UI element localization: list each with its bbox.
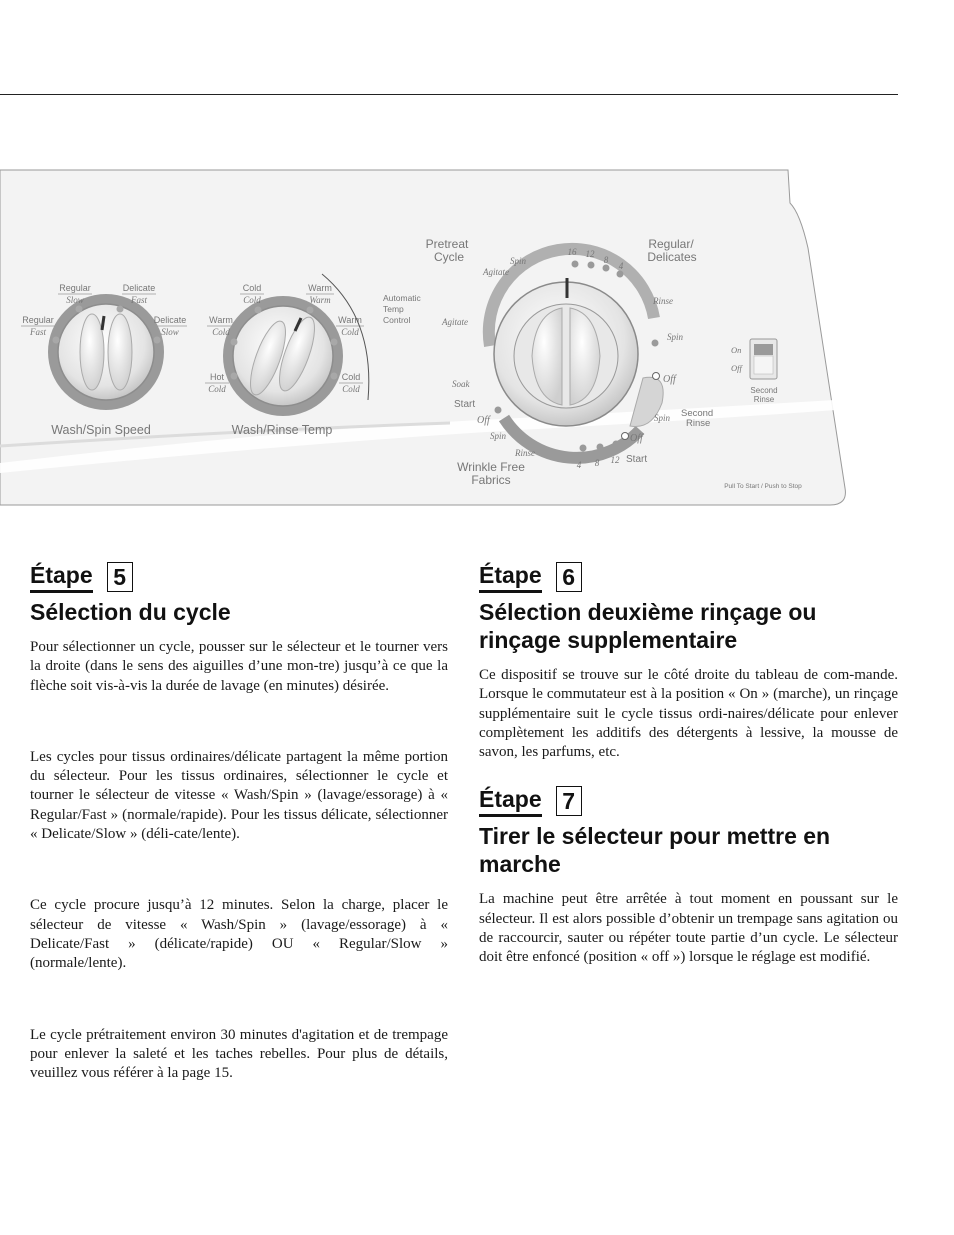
second-rinse-label-line1: Second	[681, 408, 714, 419]
dial1-right-sublabel: Slow	[161, 327, 179, 337]
knob-grip	[80, 314, 104, 390]
step5-paragraph-1: Pour sélectionner un cycle, pousser sur le sélecteur et le tourner vers la droite (dans le sens des aiguilles d’une mon-tre) jusqu’à ce que la flèche soit vis-à-vis la durée de lavage (en minutes) désirée.	[30, 639, 448, 694]
dial2-bottom-right-sublabel: Cold	[342, 384, 360, 394]
regular-off-label: Off	[663, 374, 676, 385]
second-rinse-switch[interactable]	[750, 339, 777, 379]
dial2-top-right-sublabel: Warm	[309, 295, 331, 305]
dial1-left-label: Regular	[22, 315, 54, 325]
step6-paragraph: Ce dispositif se trouve sur le côté droite du tableau de com-mande. Lorsque le commutateur est à la position « On » (marche), un rinçage supplémentaire suit le cycle tissus ordi-naires/délicate pour enlever complètement les additifs des détergents à lessive, la mousse de savon, les parfums, etc.	[479, 667, 898, 761]
dial2-top-left-label: Cold	[242, 283, 262, 293]
step6-word: Étape	[479, 562, 542, 593]
top-time-12: 12	[585, 249, 595, 259]
second-rinse-spin-label: Spin	[654, 413, 671, 423]
start-label: Start	[454, 399, 476, 410]
step5-paragraph-4: Le cycle prétraitement environ 30 minutes d'agitation et de trempage pour enlever la saleté et les taches rebelles. Pour plus de détails, veuillez vous référer à la page 15.	[30, 1026, 448, 1082]
regular-delicates-label-line2: Delicates	[647, 250, 697, 264]
pretreat-label-line1: Pretreat	[425, 237, 469, 251]
pretreat-label-line2: Cycle	[433, 250, 465, 264]
top-time-16: 16	[567, 247, 577, 257]
step5-word: Étape	[30, 562, 93, 593]
switch-label-line2: Rinse	[753, 395, 775, 404]
step6-header	[479, 560, 898, 594]
step7-paragraph: La machine peut être arrêtée à tout moment en poussant sur le sélecteur. Il est alors possible d’obtenir un trempage sans agitation ou de raccourcir, sauter ou répéter toute partie d’un cycle. Le sélecteur doit être enfoncé (position « off ») lorsque le réglage est modifié.	[479, 891, 898, 966]
top-time-4: 4	[618, 261, 624, 271]
control-panel-illustration	[0, 168, 954, 513]
regular-rinse-label: Rinse	[653, 296, 673, 306]
step5-number: 5	[107, 562, 133, 592]
auto-temp-line3: Control	[383, 315, 411, 325]
knob-grip	[108, 314, 132, 390]
dial3-off-ring	[622, 433, 629, 440]
dial2-mid-left-label: Warm	[209, 315, 233, 325]
top-time-8: 8	[603, 255, 609, 265]
auto-temp-line1: Automatic	[383, 293, 421, 303]
dial1-top-left-sublabel: Slow	[66, 295, 84, 305]
wash-spin-speed-dial[interactable]	[48, 294, 164, 410]
step7-title: Tirer le sélecteur pour mettre en marche	[479, 823, 831, 878]
dial2-mid-right-sublabel: Cold	[341, 327, 359, 337]
wrinkle-rinse-label: Rinse	[515, 448, 535, 458]
dial2-bottom-right-label: Cold	[341, 372, 361, 382]
wrinkle-spin-label: Spin	[490, 431, 507, 441]
switch-off-label: Off	[731, 363, 742, 373]
pretreat-spin-label: Spin	[510, 256, 527, 266]
step7-word: Étape	[479, 786, 542, 817]
dial2-mid-left-sublabel: Cold	[212, 327, 230, 337]
wash-rinse-temp-dial[interactable]	[223, 296, 343, 416]
bottom-time-8: 8	[594, 458, 600, 468]
dial1-label: Wash/Spin Speed	[51, 423, 151, 437]
dial1-left-sublabel: Fast	[29, 327, 47, 337]
pretreat-agitate-top-label: Agitate	[483, 267, 509, 277]
dial3-off-ring	[653, 373, 660, 380]
step7-number: 7	[556, 786, 582, 816]
knob-pointer	[102, 316, 104, 330]
dial1-right-label: Delicate	[153, 315, 187, 325]
step6-number: 6	[556, 562, 582, 592]
pull-to-start-note: Pull To Start / Push to Stop	[724, 483, 802, 490]
step5-paragraph-3: Ce cycle procure jusqu’à 12 minutes. Selon la charge, placer le sélecteur de vitesse « Wash/Spin » (lavage/essorage) à « Delicate/Fast » (délicate/rapide) OU « Regular/Slow » (normale/lente).	[30, 897, 448, 972]
off-label: Off	[477, 415, 490, 426]
step6-title: Sélection deuxième rinçage ou rinçage supplementaire	[479, 599, 817, 653]
second-rinse-off-label: Off	[630, 433, 643, 444]
regular-spin-label: Spin	[667, 332, 684, 342]
dial2-mid-right-label: Warm	[338, 315, 362, 325]
soak-label: Soak	[452, 379, 470, 389]
pretreat-agitate-label: Agitate	[442, 317, 468, 327]
dial1-top-right-sublabel: Fast	[130, 295, 148, 305]
switch-label-line1: Second	[750, 386, 778, 395]
dial2-bottom-left-sublabel: Cold	[208, 384, 226, 394]
bottom-time-12: 12	[610, 455, 620, 465]
dial1-top-right-label: Delicate	[122, 283, 156, 293]
auto-temp-line2: Temp	[383, 304, 404, 314]
bottom-time-4: 4	[576, 460, 582, 470]
wrinkle-free-label-line1: Wrinkle Free	[457, 460, 525, 474]
dial1-top-left-label: Regular	[59, 283, 91, 293]
step7-header	[479, 784, 898, 818]
step5-header	[30, 560, 448, 594]
header-rule	[0, 94, 898, 95]
steps-6-7-section	[479, 560, 898, 968]
dial2-top-left-sublabel: Cold	[243, 295, 261, 305]
bottom-start-label: Start	[626, 454, 648, 465]
wrinkle-free-label-line2: Fabrics	[471, 473, 511, 487]
step5-paragraph-2: Les cycles pour tissus ordinaires/délicate partagent la même portion du sélecteur. Pour les tissus ordinaires, sélectionner le cycle et tourner le sélecteur de vitesse « Wash/Spin » (lavage/essorage) à « Regular/Fast » (normale/rapide). Pour les tissus délicate, sélectionner « Delicate/Slow » (déli-cate/lente).	[30, 748, 448, 843]
step5-section	[30, 560, 448, 1083]
regular-delicates-label-line1: Regular/	[648, 237, 694, 251]
dial2-bottom-left-label: Hot	[209, 372, 225, 382]
switch-on-label: On	[731, 345, 742, 355]
step5-title: Sélection du cycle	[30, 599, 231, 625]
dial2-label: Wash/Rinse Temp	[231, 423, 333, 437]
second-rinse-label-line2: Rinse	[686, 418, 711, 429]
dial2-top-right-label: Warm	[308, 283, 332, 293]
